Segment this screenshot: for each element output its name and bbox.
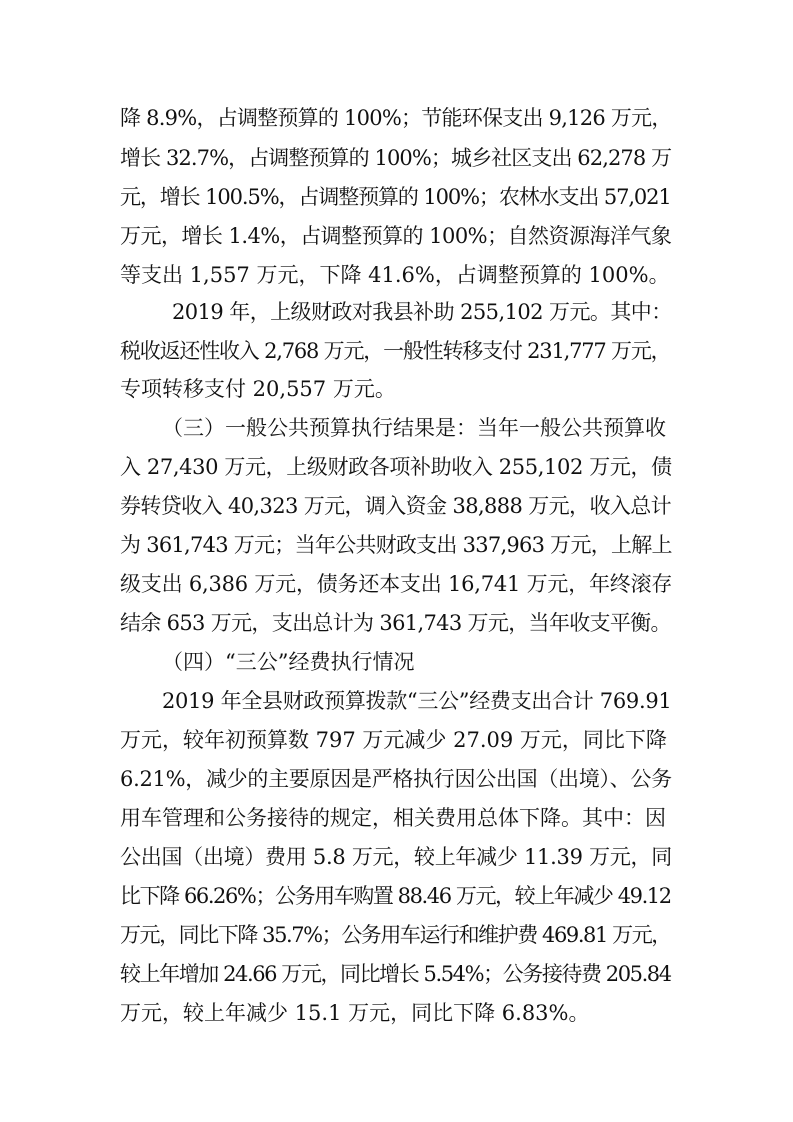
text-line: 增长 32.7%，占调整预算的 100%；城乡社区支出 62,278 万 bbox=[120, 146, 672, 170]
section-heading: （四）“三公”经费执行情况 bbox=[162, 650, 415, 674]
text-line: 元，增长 100.5%，占调整预算的 100%；农林水支出 57,021 bbox=[120, 185, 671, 209]
text-line: 为 361,743 万元；当年公共财政支出 337,963 万元，上解上 bbox=[120, 533, 672, 557]
text-line: 券转贷收入 40,323 万元，调入资金 38,888 万元，收入总计 bbox=[120, 494, 671, 518]
text-line: 用车管理和公务接待的规定，相关费用总体下降。其中：因 bbox=[120, 806, 666, 830]
text-line: 万元，较年初预算数 797 万元减少 27.09 万元，同比下降 bbox=[120, 728, 667, 752]
text-line: （三）一般公共预算执行结果是：当年一般公共预算收 bbox=[162, 416, 666, 440]
text-line: 级支出 6,386 万元，债务还本支出 16,741 万元，年终滚存 bbox=[120, 572, 673, 596]
text-line: 专项转移支付 20,557 万元。 bbox=[120, 377, 396, 401]
text-line: 较上年增加 24.66 万元，同比增长 5.54%；公务接待费 205.84 bbox=[120, 962, 671, 986]
text-line: 万元，较上年减少 15.1 万元，同比下降 6.83%。 bbox=[120, 1001, 590, 1025]
text-line: 税收返还性收入 2,768 万元，一般性转移支付 231,777 万元， bbox=[120, 339, 671, 363]
text-line: 入 27,430 万元，上级财政各项补助收入 255,102 万元，债 bbox=[120, 455, 672, 479]
text-line: 2019 年，上级财政对我县补助 255,102 万元。其中： bbox=[172, 300, 672, 324]
text-line: 2019 年全县财政预算拨款“三公”经费支出合计 769.91 bbox=[162, 689, 672, 713]
text-line: 万元，增长 1.4%，占调整预算的 100%；自然资源海洋气象 bbox=[120, 224, 672, 248]
text-line: 结余 653 万元，支出总计为 361,743 万元，当年收支平衡。 bbox=[120, 611, 671, 635]
text-line: 降 8.9%，占调整预算的 100%；节能环保支出 9,126 万元， bbox=[120, 106, 672, 130]
text-line: 万元，同比下降 35.7%；公务用车运行和维护费 469.81 万元， bbox=[120, 923, 671, 947]
text-line: 6.21%，减少的主要原因是严格执行因公出国（出境）、公务 bbox=[120, 767, 672, 791]
text-line: 等支出 1,557 万元，下降 41.6%，占调整预算的 100%。 bbox=[120, 263, 670, 287]
text-line: 比下降 66.26%；公务用车购置 88.46 万元，较上年减少 49.12 bbox=[120, 884, 671, 908]
text-line: 公出国（出境）费用 5.8 万元，较上年减少 11.39 万元，同 bbox=[120, 845, 672, 869]
